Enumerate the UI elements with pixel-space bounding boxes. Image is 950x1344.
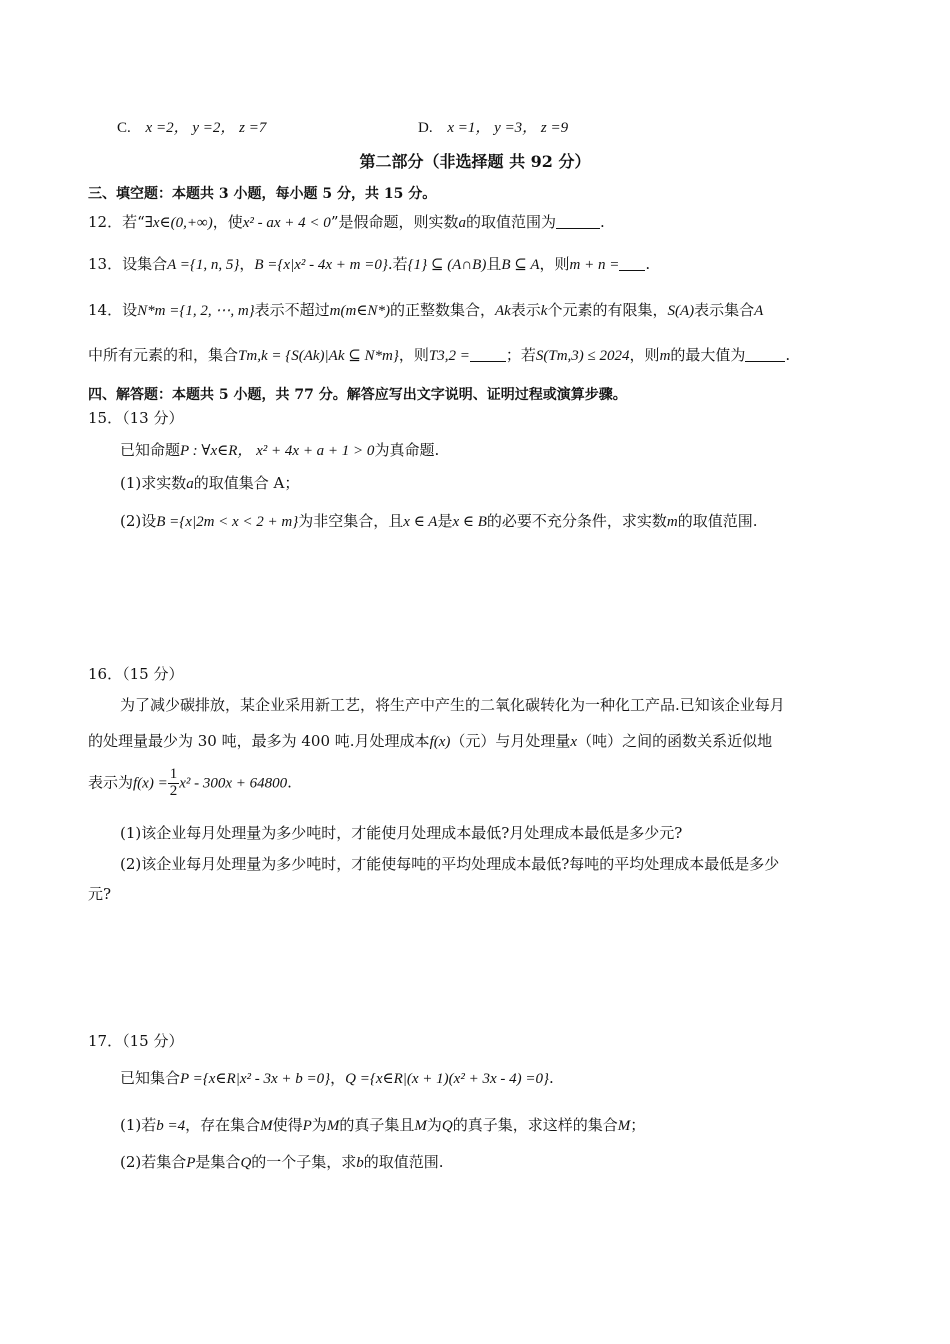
q15-p2-t2: 是 <box>437 512 453 530</box>
q17-p1-end: ； <box>630 1116 646 1134</box>
q15-p2-pre: (2)设 <box>120 512 157 530</box>
question-13 <box>88 255 650 274</box>
q16-l3-math2: x² - 300x + 64800 <box>179 775 288 792</box>
choice-d-label: D. <box>418 120 433 136</box>
q12-pre: 若“ <box>122 213 145 231</box>
q17-p1-t1: ，存在集合 <box>185 1116 261 1134</box>
q16-l2-math: f(x) <box>429 734 451 750</box>
choice-d <box>418 118 568 137</box>
q14-l2-end: . <box>785 346 791 364</box>
q17-p1-t3: 为 <box>311 1116 327 1134</box>
q14-l1-k: k <box>540 303 548 319</box>
q13-math1: A ={1, n, 5} <box>167 257 240 273</box>
q13-math4: B ⊆ A <box>501 257 540 273</box>
q15-p2-math3: x ∈ B <box>452 514 487 530</box>
q17-stem-math2: Q ={x∈R|(x + 1)(x² + 3x - 4) =0} <box>345 1071 549 1087</box>
question-15-header <box>88 409 183 427</box>
q15-score: （13 分） <box>122 409 184 427</box>
q14-l1-A: A <box>754 303 764 319</box>
q12-end: . <box>600 213 605 231</box>
q16-number: 16． <box>88 665 123 683</box>
q15-p1-var: a <box>186 476 194 492</box>
q17-stem-sep: ， <box>330 1069 346 1087</box>
q17-p1-t2: 使得 <box>272 1116 303 1134</box>
choice-c <box>117 118 266 137</box>
q12-math2: x² - ax + 4 < 0 <box>242 215 331 231</box>
q14-answer-blank-2[interactable] <box>745 346 785 362</box>
q16-frac-den: 2 <box>169 782 178 799</box>
q16-l3-pre: 表示为 <box>88 773 134 792</box>
q15-p2-var: m <box>666 514 678 530</box>
q15-p2-t3: 的必要不充分条件，求实数 <box>486 512 667 530</box>
q16-l2-mid: （元）与月处理量 <box>450 732 571 750</box>
question-17-stem <box>120 1069 554 1088</box>
q17-p1-M4: M <box>617 1118 631 1134</box>
q14-l2-math3: S(Tm,3) ≤ 2024 <box>535 348 630 364</box>
q13-math3: {1} ⊆ (A∩B) <box>407 257 487 273</box>
q12-answer-blank[interactable] <box>556 213 600 229</box>
q16-l3-end: . <box>287 773 292 792</box>
q14-l2-t5: 的最大值为 <box>670 346 746 364</box>
q15-p2-t1: 为非空集合，且 <box>298 512 404 530</box>
question-17-header <box>88 1032 183 1050</box>
q12-var: a <box>458 215 466 231</box>
q16-line3 <box>88 767 292 800</box>
q14-l2-t3: ；若 <box>505 346 536 364</box>
q14-number: 14． <box>88 301 123 319</box>
q17-stem-end: . <box>548 1069 554 1087</box>
q13-and: 且 <box>486 255 502 273</box>
q14-answer-blank-1[interactable] <box>470 346 506 362</box>
q17-score: （15 分） <box>122 1032 184 1050</box>
q12-tail: 的取值范围为 <box>465 213 556 231</box>
q14-l1-pre: 设 <box>122 301 138 319</box>
part2-title: 第二部分（非选择题 共 92 分） <box>359 152 591 171</box>
q13-math5: m + n = <box>569 257 620 273</box>
q17-stem-pre: 已知集合 <box>120 1069 181 1087</box>
q14-l1-math2: m(m∈N*) <box>329 303 390 319</box>
q14-l2-t1: 中所有元素的和，集合 <box>88 346 239 364</box>
q13-then: ，则 <box>539 255 570 273</box>
q17-p1-M3: M <box>414 1118 427 1134</box>
q16-line2 <box>88 732 772 751</box>
q15-stem-math: P : ∀x∈R， x² + 4x + a + 1 > 0 <box>180 443 375 459</box>
question-15-part1 <box>120 474 299 493</box>
q13-number: 13． <box>88 255 123 273</box>
q14-l1-t3: 表示 <box>510 301 541 319</box>
q15-stem-pre: 已知命题 <box>120 441 181 459</box>
q16-part2a: (2)该企业每月处理量为多少吨时，才能使每吨的平均处理成本最低?每吨的平均处理成本最低是多少 <box>120 855 780 873</box>
q17-p2-b: b <box>356 1155 364 1171</box>
q13-answer-blank[interactable] <box>619 255 645 271</box>
q15-p2-t4: 的取值范围. <box>677 512 758 530</box>
q17-p1-t4: 的真子集且 <box>339 1116 415 1134</box>
q14-l2-t4: ，则 <box>629 346 660 364</box>
q16-part1: (1)该企业每月处理量为多少吨时，才能使月处理成本最低?月处理成本最低是多少元? <box>120 824 683 842</box>
q16-score: （15 分） <box>122 665 184 683</box>
q16-line1: 为了减少碳排放，某企业采用新工艺，将生产中产生的二氧化碳转化为一种化工产品.已知该企业每月 <box>120 696 785 714</box>
q16-l2-post: （吨）之间的函数关系近似地 <box>577 732 773 750</box>
q14-l1-math4: S(A) <box>667 303 695 319</box>
q17-p1-t5: 为 <box>426 1116 442 1134</box>
q14-l2-m: m <box>659 348 671 364</box>
q13-end: . <box>645 255 651 273</box>
choice-c-label: C. <box>117 120 131 136</box>
q14-l1-t2: 的正整数集合， <box>389 301 495 319</box>
q17-stem-math1: P ={x∈R|x² - 3x + b =0} <box>180 1071 331 1087</box>
q17-p2-P: P <box>186 1155 196 1171</box>
q17-p1-M2: M <box>326 1118 340 1134</box>
q15-p1-pre: (1)求实数 <box>120 474 187 492</box>
section4-title: 四、解答题：本题共 5 小题，共 77 分。解答应写出文字说明、证明过程或演算步骤。 <box>88 387 627 403</box>
q13-pre: 设集合 <box>122 255 168 273</box>
question-14-line2 <box>88 346 790 365</box>
q14-l1-t1: 表示不超过 <box>254 301 330 319</box>
question-12 <box>88 213 605 232</box>
q17-p1-math: b =4 <box>156 1118 186 1134</box>
question-17-part1 <box>120 1116 645 1135</box>
question-17-part2 <box>120 1153 444 1172</box>
q15-p2-math: B ={x|2m < x < 2 + m} <box>156 514 299 530</box>
q16-l2-var: x <box>570 734 578 750</box>
question-15-part2 <box>120 512 758 531</box>
q17-p1-Q: Q <box>441 1118 453 1134</box>
q17-p2-t1: 是集合 <box>195 1153 241 1171</box>
q17-p2-pre: (2)若集合 <box>120 1153 187 1171</box>
q13-sep: ， <box>239 255 255 273</box>
q17-p1-P: P <box>302 1118 312 1134</box>
q15-stem-post: 为真命题. <box>374 441 440 459</box>
q12-math1: ∃x∈(0,+∞) <box>144 215 213 231</box>
q12-post: ”是假命题，则实数 <box>330 213 459 231</box>
q17-p2-Q: Q <box>240 1155 252 1171</box>
q14-l2-math2: T3,2 = <box>428 348 470 364</box>
q17-number: 17． <box>88 1032 123 1050</box>
q13-math2: B ={x|x² - 4x + m =0} <box>254 257 388 273</box>
question-14-line1 <box>88 301 763 320</box>
q14-l1-math3: Ak <box>494 303 511 319</box>
q14-l1-t4: 个元素的有限集， <box>547 301 668 319</box>
q17-p1-M: M <box>260 1118 273 1134</box>
q14-l1-math1: N*m ={1, 2, ⋯, m} <box>137 303 255 319</box>
q16-frac-num: 1 <box>169 766 178 782</box>
q17-p1-pre: (1)若 <box>120 1116 157 1134</box>
q15-p1-post: 的取值集合 A； <box>193 474 300 492</box>
q14-l1-t5: 表示集合 <box>694 301 755 319</box>
choice-d-math: x =1， y =3， z =9 <box>447 120 569 136</box>
q16-l2-pre: 的处理量最少为 30 吨，最多为 400 吨.月处理成本 <box>88 732 430 750</box>
q14-l2-t2: ，则 <box>398 346 429 364</box>
q13-mid: .若 <box>387 255 408 273</box>
q16-l3-math: f(x) = <box>133 775 168 792</box>
q15-number: 15． <box>88 409 123 427</box>
question-15-stem <box>120 441 439 460</box>
q17-p2-t2: 的一个子集，求 <box>251 1153 357 1171</box>
q12-number: 12． <box>88 213 123 231</box>
q17-p2-t3: 的取值范围. <box>363 1153 444 1171</box>
q16-fraction <box>168 767 180 800</box>
q15-p2-math2: x ∈ A <box>403 514 438 530</box>
q17-p1-t6: 的真子集，求这样的集合 <box>452 1116 618 1134</box>
q14-l2-math1: Tm,k = {S(Ak)|Ak ⊆ N*m} <box>238 348 399 364</box>
q16-part2b: 元? <box>88 885 112 903</box>
section3-title: 三、填空题：本题共 3 小题，每小题 5 分，共 15 分。 <box>88 186 437 202</box>
question-16-header <box>88 665 183 683</box>
q12-mid: ，使 <box>212 213 243 231</box>
choice-c-math: x =2， y =2， z =7 <box>145 120 267 136</box>
